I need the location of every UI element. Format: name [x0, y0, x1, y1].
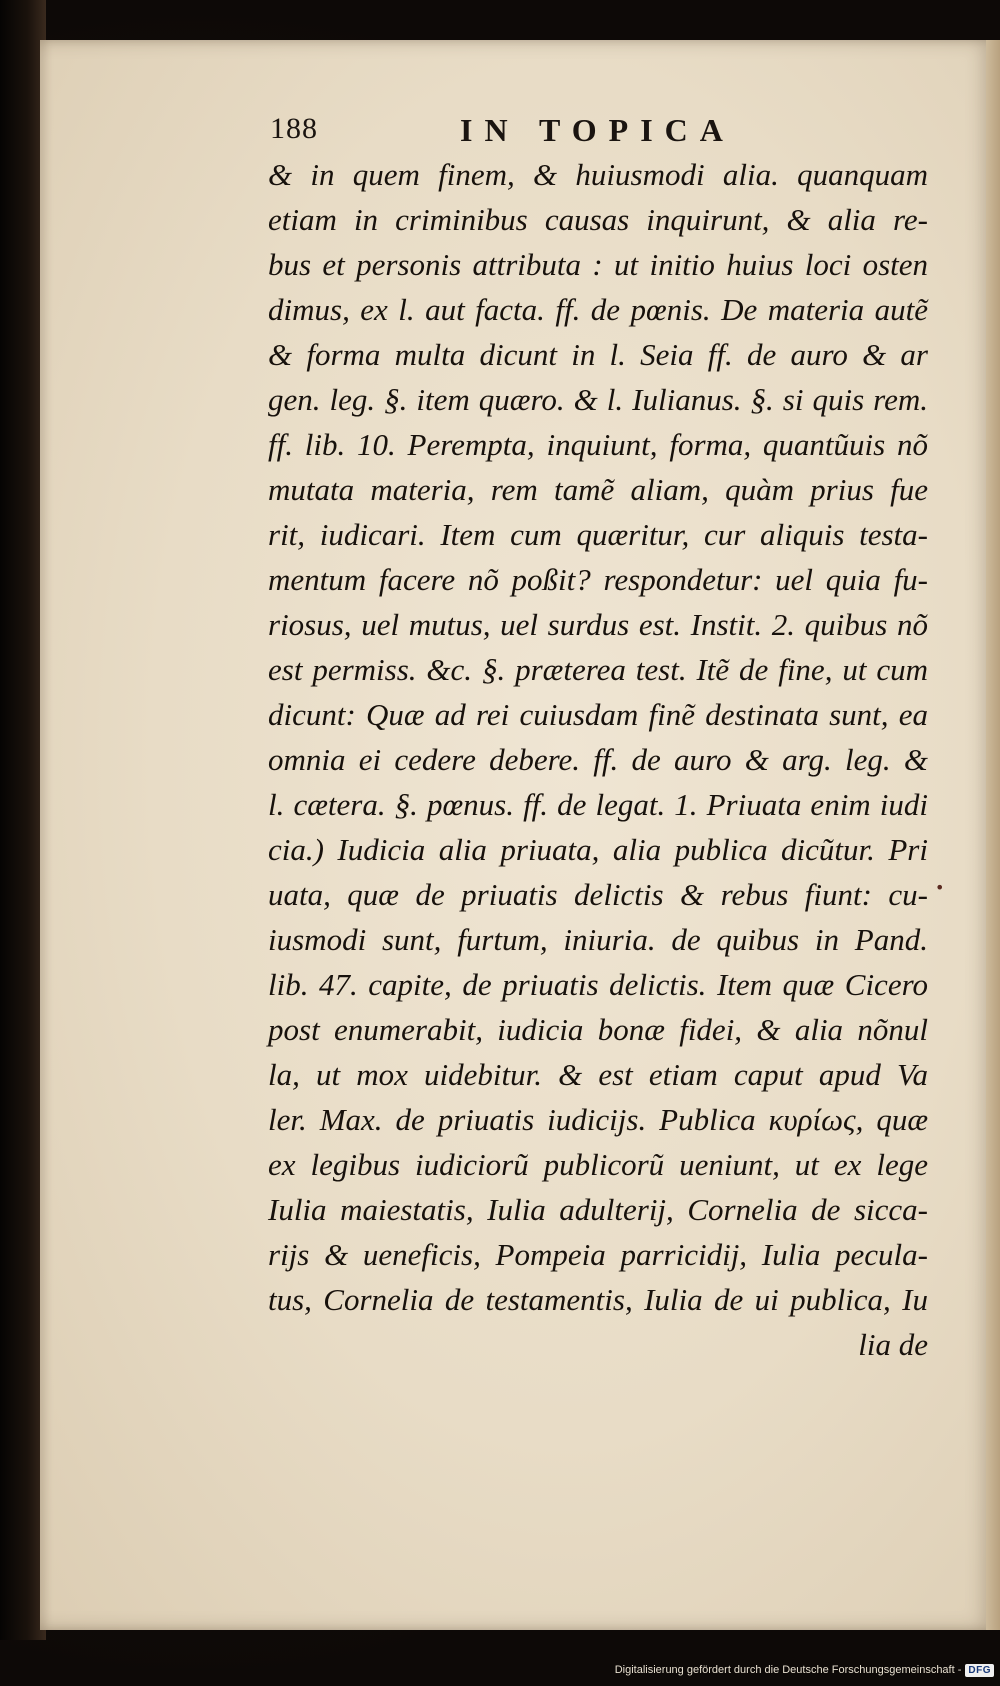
text-line: cia.) Iudicia alia priuata, alia publica dicũtur. Pri: [268, 832, 928, 867]
page-edge: [986, 40, 1000, 1630]
footer-credit: Digitalisierung gefördert durch die Deutsche Forschungsgemeinschaft -: [614, 1664, 962, 1676]
text-line: ff. lib. 10. Perempta, inquiunt, forma, quantũuis nõ: [268, 427, 928, 462]
body-text: [268, 152, 928, 1367]
digitization-footer: [615, 1660, 994, 1680]
text-line: & forma multa dicunt in l. Seia ff. de auro & ar: [268, 337, 928, 372]
margin-mark: •: [935, 878, 945, 897]
text-line: est permiss. &c. §. præterea test. Itẽ de fine, ut cum: [268, 652, 928, 687]
text-line: mentum facere nõ poßit? respondetur: uel quia fu-: [268, 562, 928, 597]
text-line: omnia ei cedere debere. ff. de auro & arg. leg. &: [268, 742, 928, 777]
page-number: 188: [270, 112, 318, 145]
text-line: iusmodi sunt, furtum, iniuria. de quibus in Pand.: [268, 922, 928, 957]
text-line: rit, iudicari. Item cum quæritur, cur aliquis testa-: [268, 517, 928, 552]
text-line: post enumerabit, iudicia bonæ fidei, & alia nõnul: [268, 1012, 928, 1047]
text-line: ler. Max. de priuatis iudicijs. Publica κυρίως, quæ: [268, 1102, 928, 1137]
catchword: lia de: [858, 1327, 928, 1362]
text-line: Iulia maiestatis, Iulia adulterij, Cornelia de sicca-: [268, 1192, 928, 1227]
text-line: ex legibus iudiciorũ publicorũ ueniunt, ut ex lege: [268, 1147, 928, 1182]
text-line: etiam in criminibus causas inquirunt, & alia re-: [268, 202, 928, 237]
text-line: la, ut mox uidebitur. & est etiam caput apud Va: [268, 1057, 928, 1092]
text-line: rijs & ueneficis, Pompeia parricidij, Iulia pecula-: [268, 1237, 928, 1272]
text-line: dimus, ex l. aut facta. ff. de pœnis. De materia autẽ: [268, 292, 928, 327]
text-line: l. cætera. §. pœnus. ff. de legat. 1. Priuata enim iudi: [268, 787, 928, 822]
text-line: mutata materia, rem tamẽ aliam, quàm prius fue: [268, 472, 928, 507]
running-title: IN TOPICA: [460, 112, 735, 148]
text-line: gen. leg. §. item quæro. & l. Iulianus. §. si quis rem.: [268, 382, 928, 417]
text-line: tus, Cornelia de testamentis, Iulia de ui publica, Iu: [268, 1282, 928, 1317]
text-line: riosus, uel mutus, uel surdus est. Instit. 2. quibus nõ: [268, 607, 928, 642]
text-line: uata, quæ de priuatis delictis & rebus fiunt: cu-: [268, 877, 928, 912]
text-line: dicunt: Quæ ad rei cuiusdam finẽ destinata sunt, ea: [268, 697, 928, 732]
dfg-logo-icon: DFG: [965, 1664, 994, 1677]
text-line: lib. 47. capite, de priuatis delictis. Item quæ Cicero: [268, 967, 928, 1002]
text-line: bus et personis attributa : ut initio huius loci osten: [268, 247, 928, 282]
text-line: & in quem finem, & huiusmodi alia. quanquam: [268, 157, 928, 192]
running-head: [270, 112, 910, 152]
